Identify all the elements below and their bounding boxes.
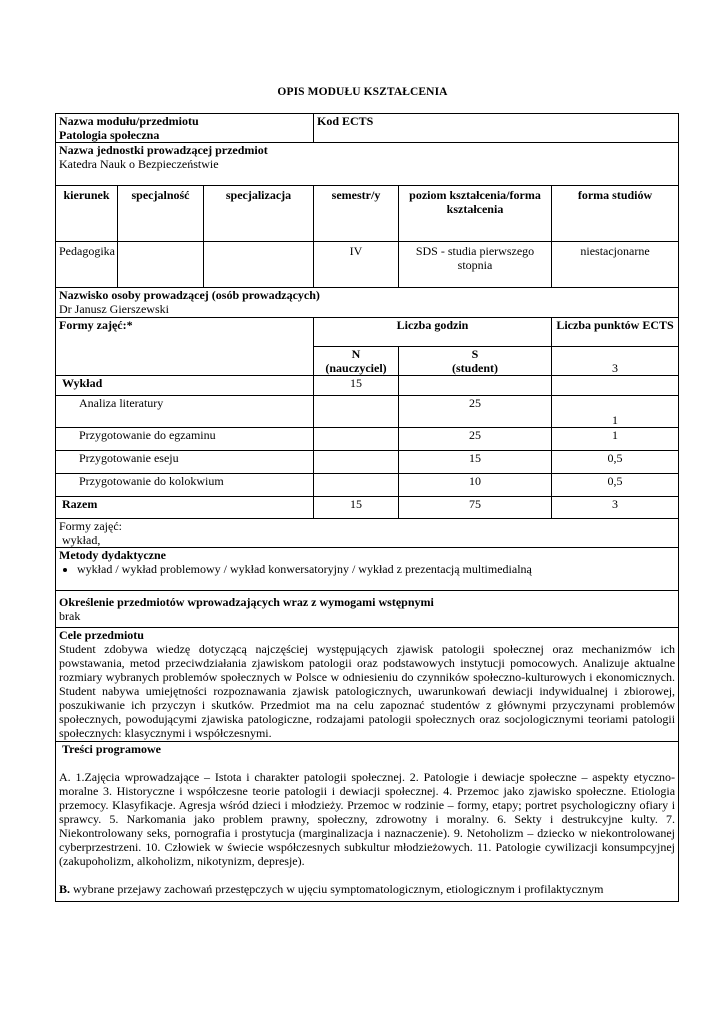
total-row — [56, 497, 679, 519]
study-value-poziom: SDS - studia pierwszego stopnia — [399, 242, 552, 288]
content-label: Treści programowe — [62, 742, 161, 756]
hours-row-name: Przygotowanie do kolokwium — [56, 474, 314, 497]
lecturer-label: Nazwisko osoby prowadzącej (osób prowadzących) — [59, 288, 320, 302]
table-row — [56, 428, 679, 451]
hours-row-n — [314, 396, 399, 428]
study-value-specjalnosc — [118, 242, 204, 288]
hours-row-s — [399, 376, 552, 396]
hours-row-name: Wykład — [56, 376, 314, 396]
hours-row-ects — [552, 376, 679, 396]
ects-header-cell: Liczba punktów ECTS — [552, 318, 679, 347]
forms-label: Formy zajęć: — [59, 519, 122, 533]
study-header-forma: forma studiów — [552, 186, 679, 242]
goals-row — [56, 628, 679, 742]
hours-header-cell: Liczba godzin — [314, 318, 552, 347]
prerequisites-value: brak — [59, 609, 81, 623]
total-ects: 3 — [552, 497, 679, 519]
unit-cell — [56, 143, 679, 186]
lecturer-value: Dr Janusz Gierszewski — [59, 302, 169, 316]
study-header-kierunek: kierunek — [56, 186, 118, 242]
table-row — [56, 396, 679, 428]
methods-cell — [56, 548, 679, 591]
lecturer-cell — [56, 288, 679, 318]
study-value-kierunek: Pedagogika — [56, 242, 118, 288]
methods-row — [56, 548, 679, 591]
goals-label: Cele przedmiotu — [59, 628, 144, 642]
n-label: N — [351, 347, 361, 361]
goals-text: Student zdobywa wiedzę dotyczącą najczęściej występujących zjawisk patologii społecznej oraz mechanizmów ich powstawania, metod przeciwdziałania zjawiskom patologii oraz podstawowych instytucji pomocowych. Analizuje aktualne rozmiary wybranych problemów społecznych w Polsce w odniesieniu do czynników społeczno-kulturowych i ekonomicznych. Student nabywa umiejętności rozpoznawania zjawisk patologicznych, uwarunkowań dewiacji indywidualnej i zbiorowej, poszukiwanie ich przyczyn i skutków. Przedmiot ma na celu zapoznać studentów z głównymi przyczynami problemów społecznych, powodującymi zjawiska patologiczne, rodzajami patologii społecznych oraz socjologicznymi teoriami patologii społecznych: klasycznymi i współczesnymi. — [59, 642, 676, 740]
unit-value: Katedra Nauk o Bezpieczeństwie — [59, 157, 219, 171]
methods-list — [59, 562, 675, 577]
module-description-form — [55, 113, 678, 902]
s-sub-label: (student) — [451, 361, 498, 375]
hours-row-s: 25 — [399, 428, 552, 451]
content-row — [56, 742, 679, 902]
hours-row-ects: 1 — [552, 396, 679, 428]
module-name-label: Nazwa modułu/przedmiotu — [59, 114, 199, 128]
ects-code-cell — [314, 114, 679, 143]
hours-row-n: 15 — [314, 376, 399, 396]
goals-cell — [56, 628, 679, 742]
forms-cell — [56, 519, 679, 548]
total-name: Razem — [56, 497, 314, 519]
n-header-cell — [314, 347, 399, 376]
table-row — [56, 451, 679, 474]
lecturer-row — [56, 288, 679, 318]
study-header-specjalizacja: specjalizacja — [204, 186, 314, 242]
hours-header-row — [56, 318, 679, 347]
content-part-b — [59, 882, 675, 896]
study-value-forma: niestacjonarne — [552, 242, 679, 288]
hours-row-ects: 1 — [552, 428, 679, 451]
content-part-b-text: wybrane przejawy zachowań przestępczych w ujęciu symptomatologicznym, etiologicznym i profilaktycznym — [70, 882, 604, 896]
study-header-specjalnosc: specjalność — [118, 186, 204, 242]
table-row — [56, 474, 679, 497]
content-cell — [56, 742, 679, 902]
ects-header-value: 3 — [552, 347, 679, 376]
prerequisites-cell — [56, 591, 679, 628]
module-name-value: Patologia społeczna — [59, 128, 160, 142]
study-value-specjalizacja — [204, 242, 314, 288]
list-item: • wykład / wykład problemowy / wykład konwersatoryjny / wykład z prezentacją multimedialną — [77, 562, 675, 577]
prerequisites-row — [56, 591, 679, 628]
hours-row-ects: 0,5 — [552, 474, 679, 497]
content-part-a: A. 1.Zajęcia wprowadzające – Istota i charakter patologii społecznej. 2. Patologie i dewiacje społeczne – aspekty etyczno-moralne 3. Historyczne i współczesne teorie patologii i dewiacji społecznej. 4. Przemoc jako zjawisko społeczne. Etiologia przemocy. Klasyfikacje. Agresja wśród dzieci i młodzieży. Przemoc w rodzinie – formy, etapy; portret psychologiczny ofiary i sprawcy. 5. Narkomania jako problem prawny, społeczny, zdrowotny i moralny. 6. Sekty i destrukcyjne kulty. 7. Niekontrolowany seks, pornografia i prostytucja (marginalizacja i naznaczenie). 9. Netoholizm – dziecko w niekontrolowanej cyberprzestrzeni. 10. Człowiek w świecie współczesnych subkultur młodzieżowych. 11. Patologie cywilizacji konsumpcyjnej (zakupoholizm, alkoholizm, nikotynizm, depresje). — [59, 770, 676, 868]
forms-row — [56, 519, 679, 548]
prerequisites-label: Określenie przedmiotów wprowadzających wraz z wymogami wstępnymi — [59, 595, 434, 609]
total-n: 15 — [314, 497, 399, 519]
total-s: 75 — [399, 497, 552, 519]
unit-label: Nazwa jednostki prowadzącej przedmiot — [59, 143, 268, 157]
module-name-cell — [56, 114, 314, 143]
hours-row-ects: 0,5 — [552, 451, 679, 474]
module-table — [55, 113, 679, 902]
hours-row-s: 25 — [399, 396, 552, 428]
n-sub-label: (nauczyciel) — [325, 361, 387, 375]
methods-label: Metody dydaktyczne — [59, 548, 166, 562]
study-values-row — [56, 242, 679, 288]
hours-row-n — [314, 451, 399, 474]
hours-row-name: Przygotowanie eseju — [56, 451, 314, 474]
hours-row-s: 15 — [399, 451, 552, 474]
hours-row-s: 10 — [399, 474, 552, 497]
hours-row-n — [314, 428, 399, 451]
s-label: S — [471, 347, 479, 361]
module-name-row — [56, 114, 679, 143]
forms-value: wykład, — [62, 533, 101, 547]
hours-row-name: Analiza literatury — [56, 396, 314, 428]
study-header-semestr: semestr/y — [314, 186, 399, 242]
study-header-poziom: poziom kształcenia/forma kształcenia — [399, 186, 552, 242]
table-row — [56, 376, 679, 396]
ects-code-label: Kod ECTS — [317, 114, 374, 128]
s-header-cell — [399, 347, 552, 376]
hours-row-n — [314, 474, 399, 497]
unit-row — [56, 143, 679, 186]
hours-row-name: Przygotowanie do egzaminu — [56, 428, 314, 451]
study-value-semestr: IV — [314, 242, 399, 288]
page-title: OPIS MODUŁU KSZTAŁCENIA — [277, 86, 448, 98]
forms-header-cell: Formy zajęć:* — [56, 318, 314, 376]
content-part-b-label: B. — [59, 882, 71, 896]
study-header-row — [56, 186, 679, 242]
